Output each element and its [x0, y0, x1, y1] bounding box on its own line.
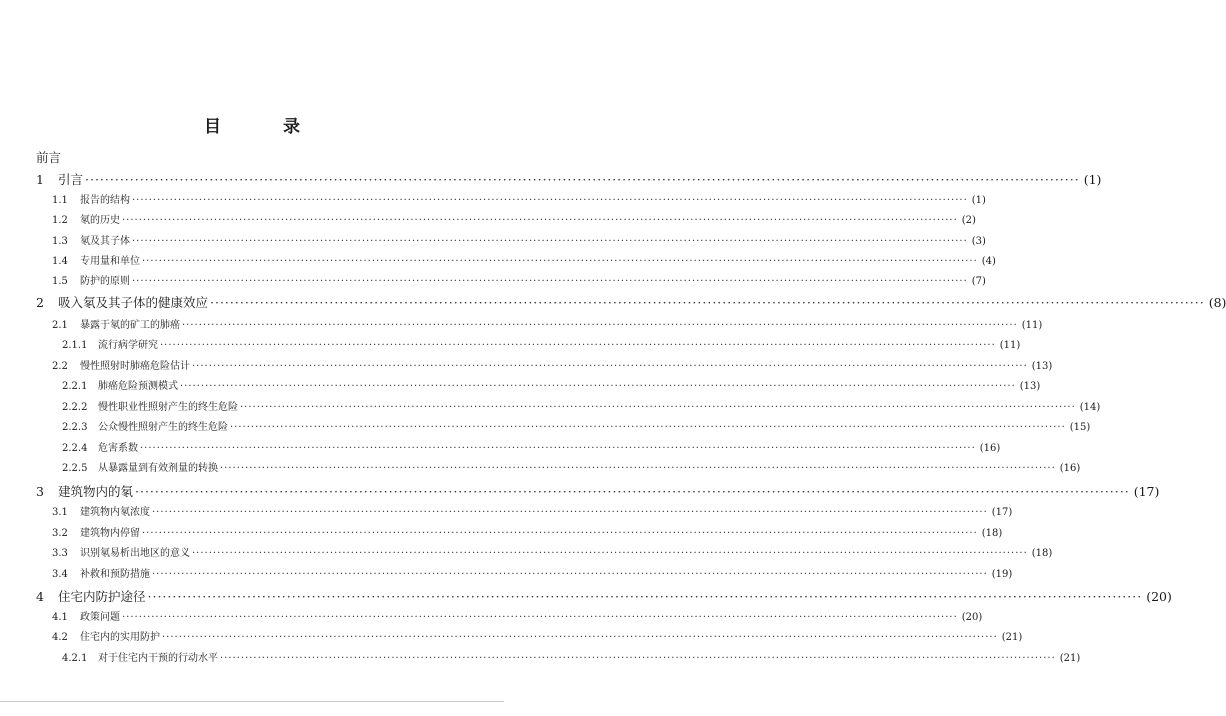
toc-entry[interactable] [0, 398, 1101, 418]
toc-leader-dots: ········································································································································································································ [210, 295, 1205, 310]
toc-entry-title: 慢性照射时肺癌危险估计 [80, 361, 190, 372]
toc-entry-page: (20) [1146, 589, 1172, 604]
toc-leader-dots: ········································································································································································································ [135, 484, 1130, 499]
toc-entry-page: (20) [961, 612, 983, 623]
toc-entry[interactable] [0, 377, 1041, 397]
toc-entry[interactable] [0, 565, 1013, 585]
toc-leader-dots: ········································································································································································································ [142, 528, 978, 539]
toc-entry-number: 3.1 [52, 507, 68, 518]
toc-entry-title: 建筑物内氡浓度 [80, 507, 150, 518]
toc-entry-title: 从暴露量到有效剂量的转换 [98, 463, 218, 474]
toc-entry[interactable] [0, 587, 1172, 607]
toc-entry-title: 专用量和单位 [80, 256, 140, 267]
toc-entry-title: 前言 [36, 150, 62, 165]
toc-entry-number: 2.1 [52, 320, 68, 331]
toc-leader-dots: ········································································································································································································ [230, 422, 1066, 433]
toc-entry-page: (18) [981, 528, 1003, 539]
toc-entry-page: (13) [1019, 381, 1041, 392]
toc-leader-dots: ········································································································································································································ [162, 632, 998, 643]
toc-entry-number: 3.2 [52, 528, 68, 539]
toc-entry-number: 1.4 [52, 256, 68, 267]
toc-entry-title: 肺癌危险预测模式 [98, 381, 178, 392]
toc-entry[interactable] [0, 252, 996, 272]
toc-entry-page: (16) [979, 443, 1001, 454]
toc-leader-dots: ········································································································································································································ [147, 589, 1143, 604]
toc-entry-page: (15) [1069, 422, 1091, 433]
toc-entry-page: (3) [971, 236, 986, 247]
toc-leader-dots: ········································································································································································································ [142, 256, 978, 267]
toc-entry-number: 2.2.4 [62, 443, 88, 454]
toc-leader-dots: ········································································································································································································ [180, 381, 1016, 392]
toc-entry-number: 2.2.2 [62, 402, 88, 413]
toc-entry-page: (13) [1031, 361, 1053, 372]
toc-entry-number: 4.2 [52, 632, 68, 643]
toc-entry-number: 3 [36, 484, 44, 499]
toc-entry[interactable] [0, 459, 1081, 479]
toc-leader-dots: ········································································································································································································ [240, 402, 1076, 413]
toc-leader-dots: ········································································································································································································ [122, 612, 958, 623]
toc-entry-title: 防护的原则 [80, 276, 130, 287]
toc-entry[interactable] [0, 293, 1226, 313]
toc-leader-dots: ········································································································································································································ [220, 653, 1056, 664]
toc-leader-dots: ········································································································································································································ [122, 215, 958, 226]
toc-entry[interactable] [0, 418, 1091, 438]
toc-entry-number: 2.2 [52, 361, 68, 372]
toc-entry-title: 危害系数 [98, 443, 138, 454]
toc-entry-page: (11) [999, 340, 1021, 351]
toc-entry-title: 住宅内的实用防护 [80, 632, 160, 643]
toc-entry-page: (1) [971, 195, 986, 206]
toc-leader-dots: ········································································································································································································ [152, 569, 988, 580]
toc-leader-dots: ········································································································································································································ [132, 236, 968, 247]
toc-entry-page: (21) [1059, 653, 1081, 664]
toc-leader-dots: ········································································································································································································ [192, 361, 1028, 372]
toc-entry[interactable] [0, 232, 986, 252]
toc-leader-dots: ········································································································································································································ [132, 276, 968, 287]
toc-entry[interactable] [0, 272, 986, 292]
toc-entry-title: 引言 [58, 172, 84, 187]
toc-entry-title: 流行病学研究 [98, 340, 158, 351]
toc-entry-page: (18) [1031, 548, 1053, 559]
toc-leader-dots: ········································································································································································································ [220, 463, 1056, 474]
toc-entry-title: 建筑物内停留 [80, 528, 140, 539]
toc-entry[interactable] [0, 649, 1081, 669]
toc-entry[interactable] [0, 482, 1160, 502]
toc-entry[interactable] [0, 608, 983, 628]
toc-entry-page: (16) [1059, 463, 1081, 474]
toc-leader-dots: ········································································································································································································ [152, 507, 988, 518]
toc-entry-title: 氡及其子体 [80, 236, 130, 247]
toc-entry-page: (7) [971, 276, 986, 287]
bottom-divider [0, 701, 504, 702]
toc-entry-number: 2.1.1 [62, 340, 88, 351]
toc-entry-title: 公众慢性照射产生的终生危险 [98, 422, 228, 433]
toc-entry-page: (17) [991, 507, 1013, 518]
toc-entry-title: 暴露于氡的矿工的肺癌 [80, 320, 180, 331]
toc-entry[interactable] [0, 503, 1013, 523]
toc-entry-number: 1 [36, 172, 44, 187]
toc-entry-page: (2) [961, 215, 976, 226]
toc-entry-number: 2.2.1 [62, 381, 88, 392]
toc-entry-page: (11) [1021, 320, 1043, 331]
toc-entry[interactable] [0, 191, 986, 211]
toc-leader-dots: ········································································································································································································ [85, 172, 1080, 187]
toc-entry-title: 对于住宅内干预的行动水平 [98, 653, 218, 664]
toc-entry-number: 4.1 [52, 612, 68, 623]
toc-entry-number: 2 [36, 295, 44, 310]
toc-entry-page: (1) [1083, 172, 1102, 187]
toc-entry-title: 识别氡易析出地区的意义 [80, 548, 190, 559]
toc-leader-dots: ········································································································································································································ [132, 195, 968, 206]
toc-entry[interactable] [0, 336, 1021, 356]
toc-entry-title: 慢性职业性照射产生的终生危险 [98, 402, 238, 413]
toc-entry-number: 1.1 [52, 195, 68, 206]
toc-leader-dots: ········································································································································································································ [140, 443, 976, 454]
toc-entry-number: 2.2.5 [62, 463, 88, 474]
toc-entry-title: 吸入氡及其子体的健康效应 [58, 295, 209, 310]
toc-entry[interactable] [0, 544, 1053, 564]
toc-entry[interactable] [0, 628, 1023, 648]
toc-leader-dots: ········································································································································································································ [182, 320, 1018, 331]
toc-entry-number: 3.3 [52, 548, 68, 559]
toc-entry[interactable] [0, 211, 976, 231]
toc-entry-page: (4) [981, 256, 996, 267]
toc-entry-title: 氡的历史 [80, 215, 120, 226]
toc-entry-title: 建筑物内的氡 [58, 484, 134, 499]
toc-entry[interactable] [0, 316, 1043, 336]
toc-entry-number: 1.2 [52, 215, 68, 226]
toc-entry-page: (21) [1001, 632, 1023, 643]
toc-entry-number: 4.2.1 [62, 653, 88, 664]
toc-entry-page: (19) [991, 569, 1013, 580]
toc-leader-dots: ········································································································································································································ [160, 340, 996, 351]
toc-entry[interactable] [0, 524, 1003, 544]
toc-entry[interactable] [0, 148, 504, 168]
toc-leader-dots: ········································································································································································································ [192, 548, 1028, 559]
toc-entry-number: 1.5 [52, 276, 68, 287]
toc-entry-title: 报告的结构 [80, 195, 130, 206]
toc-entry-number: 1.3 [52, 236, 68, 247]
toc-title: 目 录 [204, 117, 328, 137]
toc-entry-title: 政策问题 [80, 612, 120, 623]
toc-entry-number: 4 [36, 589, 44, 604]
toc-entry-title: 住宅内防护途径 [58, 589, 146, 604]
toc-entry-number: 3.4 [52, 569, 68, 580]
toc-entry-number: 2.2.3 [62, 422, 88, 433]
toc-entry-page: (14) [1079, 402, 1101, 413]
toc-entry-page: (8) [1208, 295, 1226, 310]
toc-entry-page: (17) [1133, 484, 1160, 499]
toc-entry-title: 补救和预防措施 [80, 569, 150, 580]
toc-entry[interactable] [0, 357, 1053, 377]
toc-entry[interactable] [0, 439, 1001, 459]
toc-entry[interactable] [0, 170, 1102, 190]
